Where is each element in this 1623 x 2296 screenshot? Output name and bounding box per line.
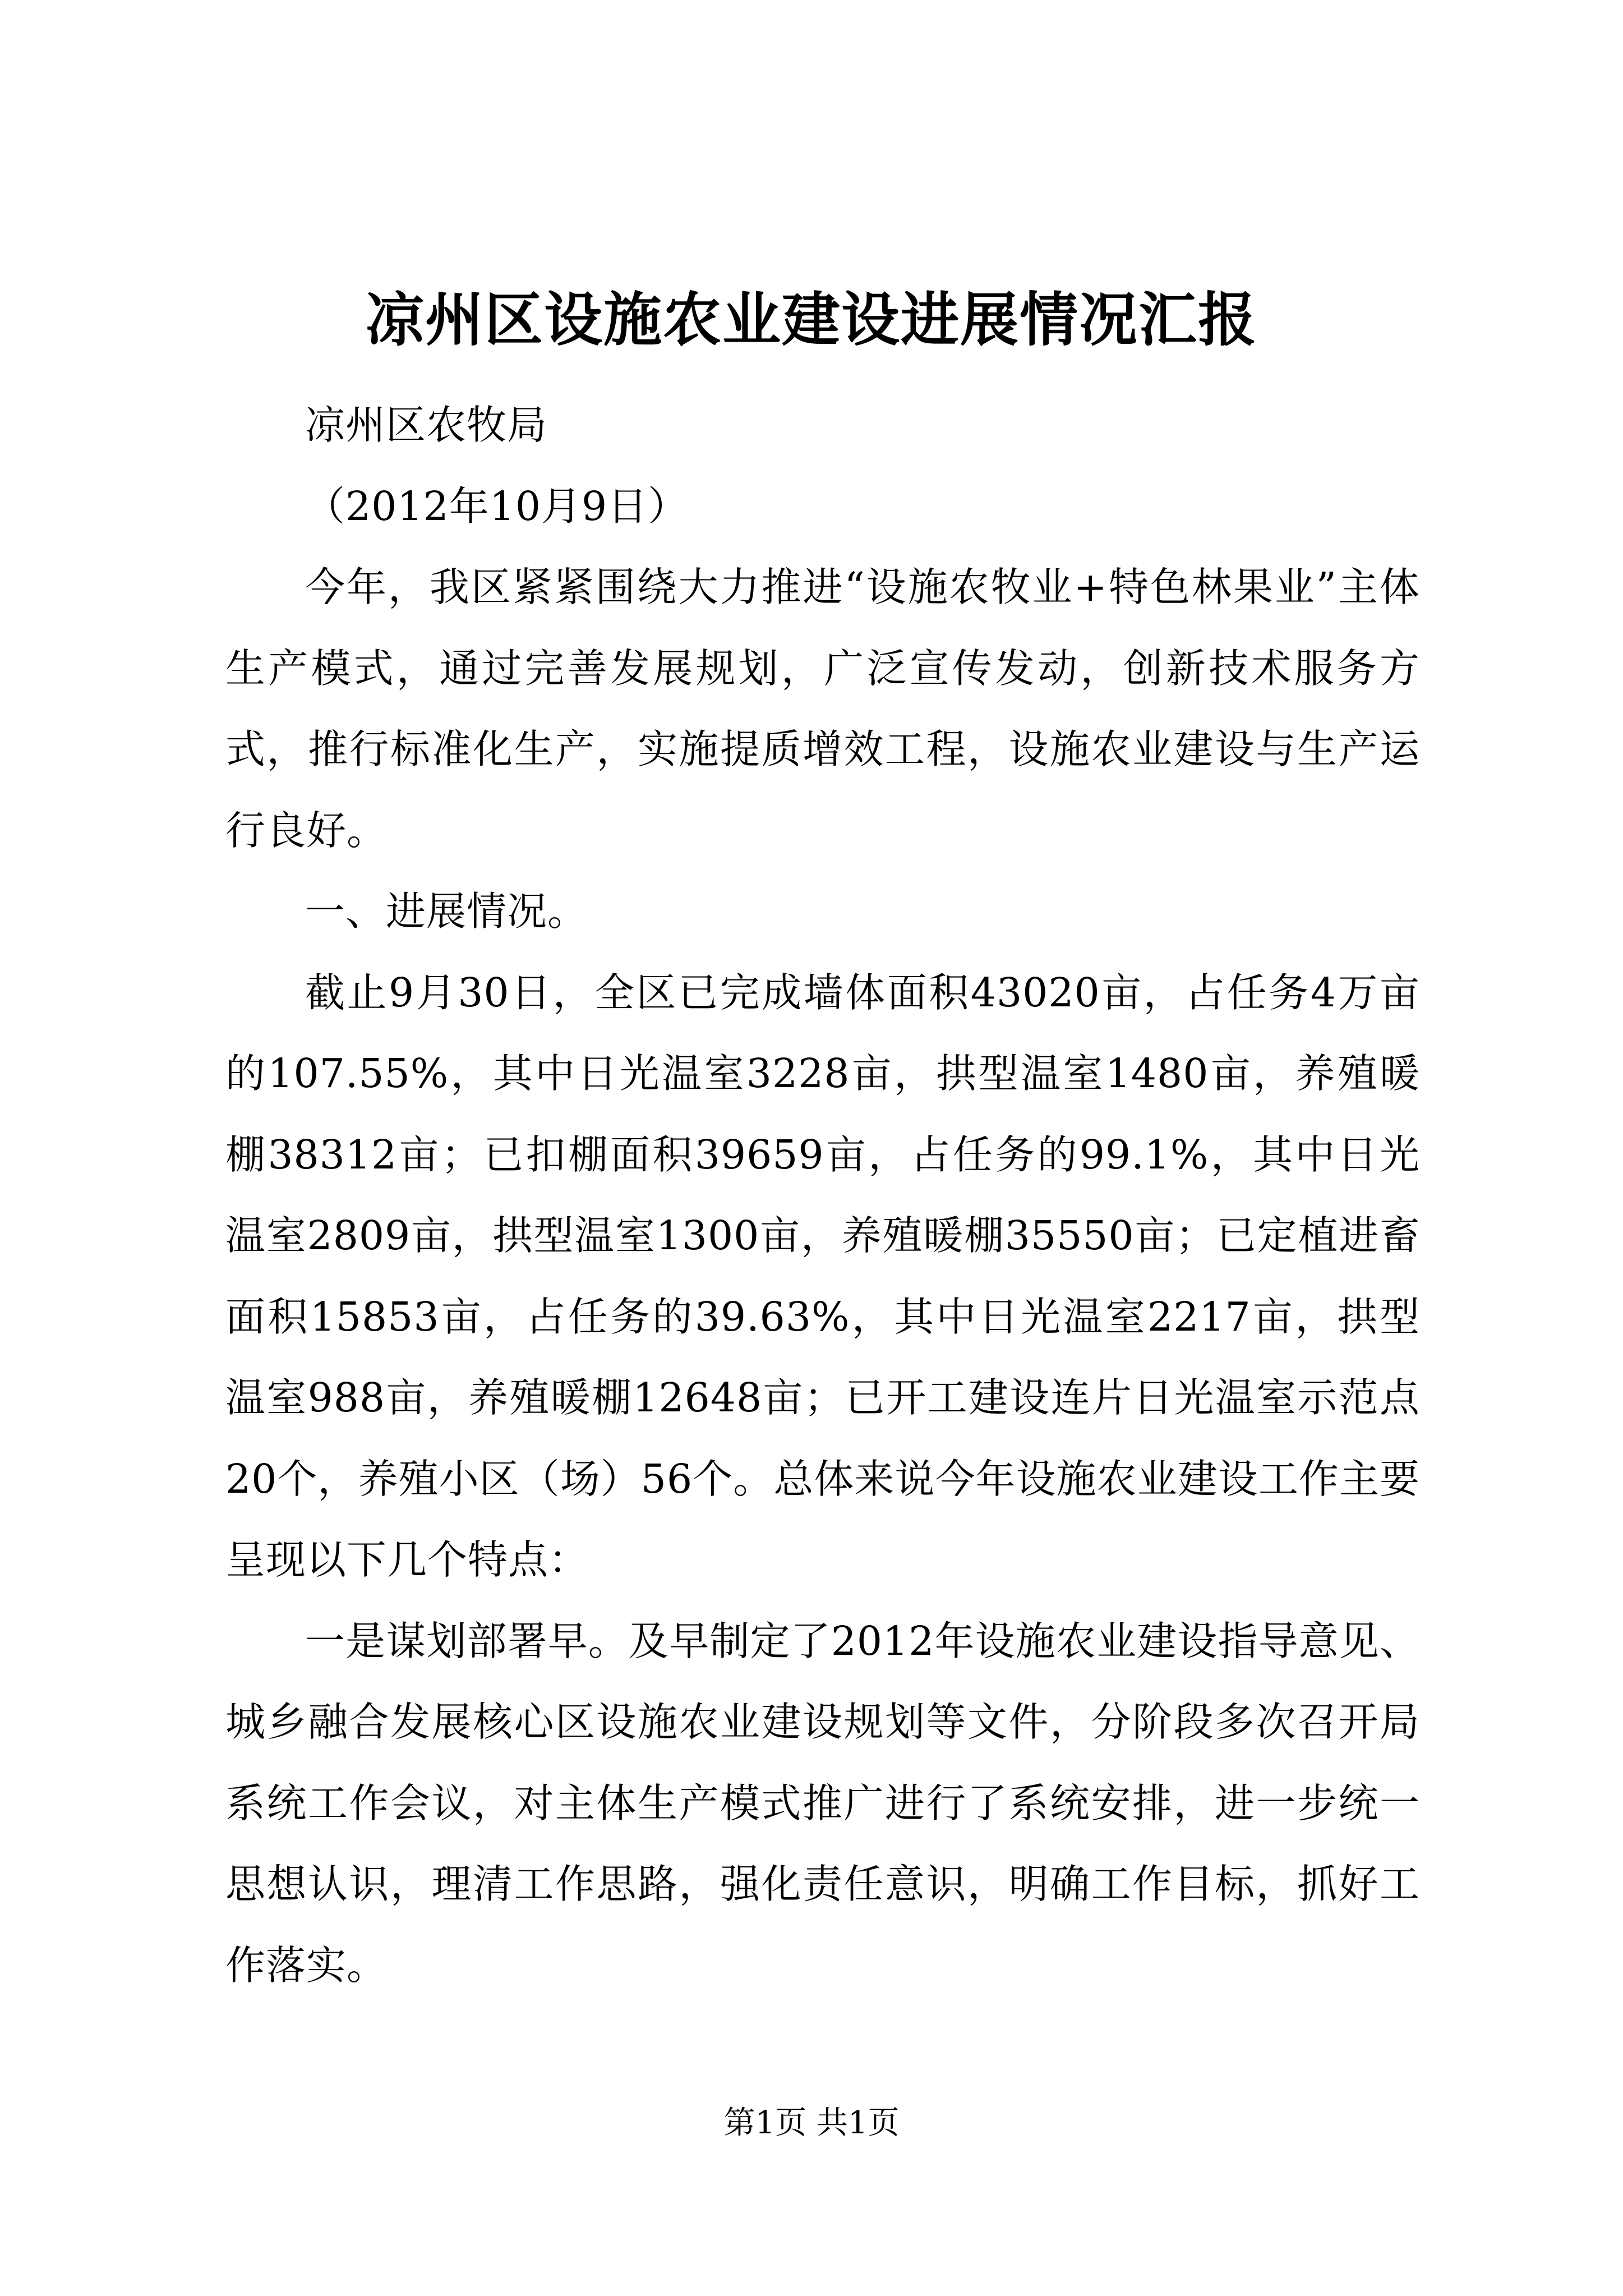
document-body	[225, 385, 1420, 2006]
page-footer: 第1页 共1页	[723, 2105, 900, 2141]
section-heading: 一、进展情况。	[305, 888, 588, 935]
progress-paragraph: 截止9月30日，全区已完成墙体面积43020亩，占任务4万亩的107.55%，其中日光温室3228亩，拱型温室1480亩，养殖暖棚38312亩；已扣棚面积39659亩，占任务的99.1%，其中日光温室2809亩，拱型温室1300亩，养殖暖棚35550亩；已定植进畜面积15853亩，占任务的39.63%，其中日光温室2217亩，拱型温室988亩，养殖暖棚12648亩；已开工建设连片日光温室示范点20个，养殖小区（场）56个。总体来说今年设施农业建设工作主要呈现以下几个特点：	[225, 969, 1420, 1583]
author-line: 凉州区农牧局	[305, 402, 548, 448]
date-line: （2012年10月9日）	[305, 482, 689, 530]
intro-paragraph: 今年，我区紧紧围绕大力推进“设施农牧业+特色林果业”主体生产模式，通过完善发展规划，广泛宣传发动，创新技术服务方式，推行标准化生产，实施提质增效工程，设施农业建设与生产运行良好。	[225, 564, 1420, 854]
feature-paragraph: 一是谋划部署早。及早制定了2012年设施农业建设指导意见、城乡融合发展核心区设施农业建设规划等文件，分阶段多次召开局系统工作会议，对主体生产模式推广进行了系统安排，进一步统一思想认识，理清工作思路，强化责任意识，明确工作目标，抓好工作落实。	[225, 1617, 1420, 1989]
document-title: 凉州区设施农业建设进展情况汇报	[365, 285, 1257, 354]
